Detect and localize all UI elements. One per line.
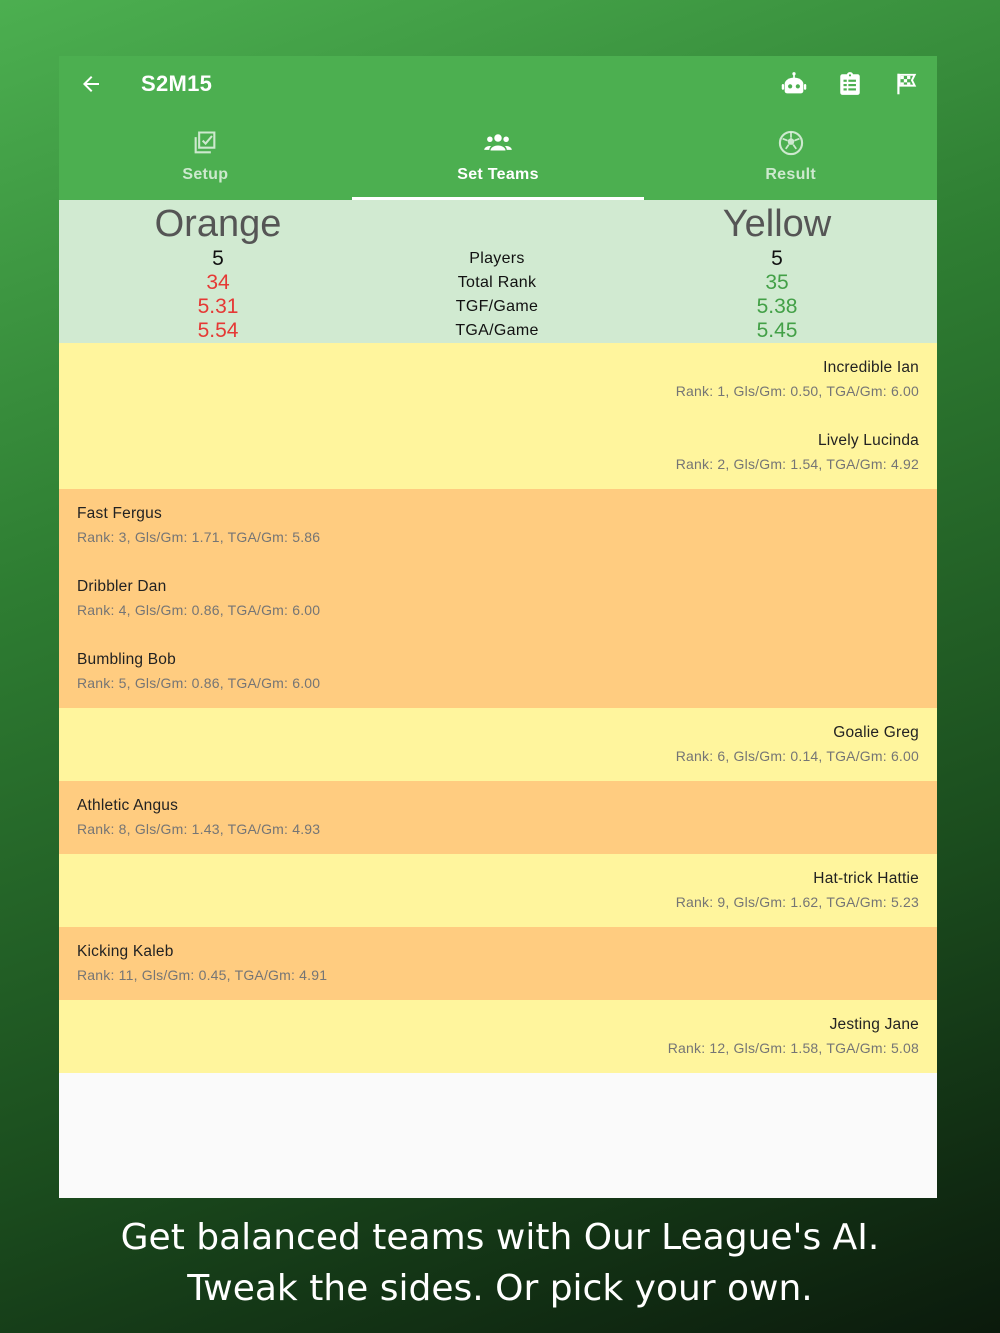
player-list: [59, 343, 937, 1073]
caption-line: Tweak the sides. Or pick your own.: [187, 1268, 813, 1309]
team-name: Orange: [154, 203, 282, 245]
player-row[interactable]: [59, 781, 937, 854]
team-summary: [59, 200, 937, 343]
player-name: Fast Fergus: [77, 505, 162, 522]
player-stats: Rank: 11, Gls/Gm: 0.45, TGA/Gm: 4.91: [77, 967, 328, 983]
team-name: Yellow: [722, 203, 832, 245]
player-row[interactable]: [59, 1000, 937, 1073]
player-stats: Rank: 3, Gls/Gm: 1.71, TGA/Gm: 5.86: [77, 529, 321, 545]
tab-label: Result: [765, 166, 817, 183]
app-screen: [59, 56, 937, 1198]
tgf-per-game: 5.31: [197, 295, 239, 318]
tab-set-teams[interactable]: [352, 112, 645, 200]
player-name: Bumbling Bob: [77, 651, 176, 668]
player-stats: Rank: 2, Gls/Gm: 1.54, TGA/Gm: 4.92: [675, 456, 919, 472]
player-stats: Rank: 9, Gls/Gm: 1.62, TGA/Gm: 5.23: [675, 894, 919, 910]
clipboard-list-icon: [837, 71, 863, 97]
stat-label: Total Rank: [457, 274, 537, 291]
app-bar: [59, 56, 937, 200]
stat-label: Players: [469, 250, 525, 267]
promo-caption: [0, 1212, 1000, 1314]
player-row[interactable]: [59, 343, 937, 416]
tga-per-game: 5.45: [756, 319, 798, 342]
arrow-back-icon: [79, 72, 103, 96]
tab-setup[interactable]: [59, 112, 352, 200]
back-button[interactable]: [77, 70, 105, 98]
flag-icon: [893, 71, 919, 97]
robot-icon: [780, 70, 808, 98]
stat-labels: [347, 247, 647, 343]
player-name: Kicking Kaleb: [77, 943, 174, 960]
player-stats: Rank: 8, Gls/Gm: 1.43, TGA/Gm: 4.93: [77, 821, 321, 837]
group-icon: [483, 128, 513, 158]
finish-match-button[interactable]: [891, 69, 921, 99]
player-row[interactable]: [59, 489, 937, 562]
player-row[interactable]: [59, 635, 937, 708]
player-name: Athletic Angus: [77, 797, 179, 814]
player-stats: Rank: 5, Gls/Gm: 0.86, TGA/Gm: 6.00: [77, 675, 321, 691]
player-row[interactable]: [59, 562, 937, 635]
toolbar-actions: [779, 69, 921, 99]
player-name: Lively Lucinda: [817, 432, 919, 449]
auto-pick-button[interactable]: [779, 69, 809, 99]
caption-line: Get balanced teams with Our League's AI.: [120, 1217, 880, 1258]
toolbar: [59, 56, 937, 112]
yellow-team-summary: [627, 200, 927, 343]
tab-label: Set Teams: [457, 166, 539, 183]
player-name: Dribbler Dan: [77, 578, 167, 595]
player-row[interactable]: [59, 708, 937, 781]
player-stats: Rank: 4, Gls/Gm: 0.86, TGA/Gm: 6.00: [77, 602, 321, 618]
player-stats: Rank: 12, Gls/Gm: 1.58, TGA/Gm: 5.08: [667, 1040, 919, 1056]
player-stats: Rank: 6, Gls/Gm: 0.14, TGA/Gm: 6.00: [675, 748, 919, 764]
player-stats: Rank: 1, Gls/Gm: 0.50, TGA/Gm: 6.00: [675, 383, 919, 399]
checklist-icon: [191, 129, 219, 157]
soccer-ball-icon: [777, 129, 805, 157]
tga-per-game: 5.54: [197, 319, 239, 342]
stat-label: TGA/Game: [455, 322, 539, 339]
player-name: Hat-trick Hattie: [813, 870, 919, 887]
tab-label: Setup: [182, 166, 229, 183]
player-name: Jesting Jane: [829, 1016, 919, 1033]
tgf-per-game: 5.38: [756, 295, 798, 318]
total-rank: 34: [206, 271, 230, 294]
orange-team-summary: [68, 200, 368, 343]
team-sheet-button[interactable]: [835, 69, 865, 99]
player-row[interactable]: [59, 927, 937, 1000]
player-row[interactable]: [59, 854, 937, 927]
player-row[interactable]: [59, 416, 937, 489]
tab-result[interactable]: [644, 112, 937, 200]
player-name: Goalie Greg: [833, 724, 919, 741]
tab-bar: [59, 112, 937, 200]
stat-label: TGF/Game: [455, 298, 539, 315]
players-count: 5: [212, 247, 224, 270]
page-title: S2M15: [141, 71, 213, 96]
player-name: Incredible Ian: [823, 359, 919, 376]
players-count: 5: [771, 247, 783, 270]
total-rank: 35: [765, 271, 789, 294]
